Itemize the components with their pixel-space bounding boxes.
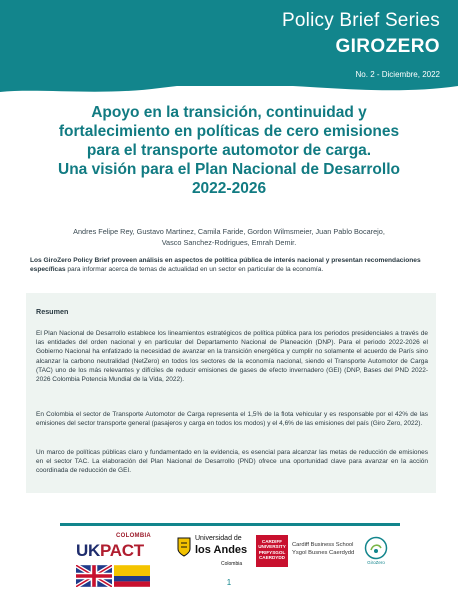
andes-country: Colombia xyxy=(221,561,243,567)
intro-rest: para informar acerca de temas de actualidad en un sector en particular de la economía. xyxy=(65,266,324,274)
title-line: 2022-2026 xyxy=(191,180,267,197)
summary-paragraph: En Colombia el sector de Transporte Automotor de Carga representa el 1,5% de la flota vehicular y es responsable por el 42% de las emisiones del sector transporte general (pasajeros y carga en todos los modos) y el 4,6% de las emisiones del país (Giro Zero, 2022). xyxy=(36,411,428,428)
title-line: Una visión para el Plan Nacional de Desarrollo xyxy=(58,161,400,178)
andes-line1: Universidad de xyxy=(195,535,242,542)
cardiff-badge: CARDIFF UNIVERSITY PRIFYSGOL CAERDYDD xyxy=(256,535,288,567)
title-line: para el transporte automotor de carga. xyxy=(86,142,372,159)
ukpact-colombia-label: COLOMBIA xyxy=(116,533,152,539)
ukpact-logo xyxy=(76,541,144,561)
andes-name xyxy=(195,535,265,556)
intro-bold: Los GiroZero Policy Brief proveen análisis en aspectos de política pública de interés nacional y presentan recomendaciones específicas xyxy=(30,257,421,274)
brand-title: GIROZERO xyxy=(335,36,440,57)
document-title xyxy=(20,103,438,198)
girozero-logo-icon xyxy=(364,536,388,560)
title-line: fortalecimiento en políticas de cero emisiones xyxy=(58,123,400,140)
issue-line: No. 2 - Diciembre, 2022 xyxy=(355,70,440,79)
girozero-logo-label: GiroZero xyxy=(367,560,385,565)
page-number: 1 xyxy=(226,578,232,587)
summary-paragraph: El Plan Nacional de Desarrollo establece los lineamientos estratégicos de política pública para los periodos presidenciales a través de las entidades del orden nacional y en particular del Departamento Nacional de Planeación (DNP). Para el periodo 2022-2026 el Gobierno Nacional ha enfatizado la necesidad de avanzar en la transición energética y cumplir no solamente el acuerdo de París sino alcanzar la carbono neutralidad (NetZero) en todos los sectores de la economía nacional, siendo el Transporte Automotor de Carga (TAC) uno de los más relevantes y difíciles de reducir emisiones de gases de efecto invernadero (GEI) (DNP, Bases del PND 2022-2026 Colombia Potencia Mundial de la Vida, 2022). xyxy=(36,330,428,384)
title-line: Apoyo en la transición, continuidad y xyxy=(91,104,367,121)
footer-divider xyxy=(60,523,400,526)
ukpact-pact: PACT xyxy=(99,541,144,560)
summary-box xyxy=(26,293,436,493)
andes-line2: los Andes xyxy=(195,543,248,556)
authors xyxy=(24,227,434,248)
summary-heading: Resumen xyxy=(36,307,69,316)
cardiff-school xyxy=(292,542,354,557)
cardiff-school-cy: Ysgol Busnes Caerdydd xyxy=(292,549,355,556)
series-title: Policy Brief Series xyxy=(282,10,440,31)
ukpact-uk: UK xyxy=(76,541,100,560)
authors-line: Andres Felipe Rey, Gustavo Martinez, Camila Faride, Gordon Wilmsmeier, Juan Pablo Bocarejo, xyxy=(73,227,385,236)
cardiff-school-en: Cardiff Business School xyxy=(292,542,354,548)
intro-paragraph xyxy=(30,256,430,274)
summary-paragraph: Un marco de políticas públicas claro y fundamentado en la evidencia, es esencial para alcanzar las metas de reducción de emisiones en el sector TAC. La elaboración del Plan Nacional de Desarrollo (PND) ofrece una oportunidad clave para avanzar en la acción coordinada de reducción de GEI. xyxy=(36,449,428,475)
andes-shield-icon xyxy=(177,537,191,557)
authors-line: Vasco Sanchez-Rodrigues, Emrah Demir. xyxy=(161,237,297,247)
